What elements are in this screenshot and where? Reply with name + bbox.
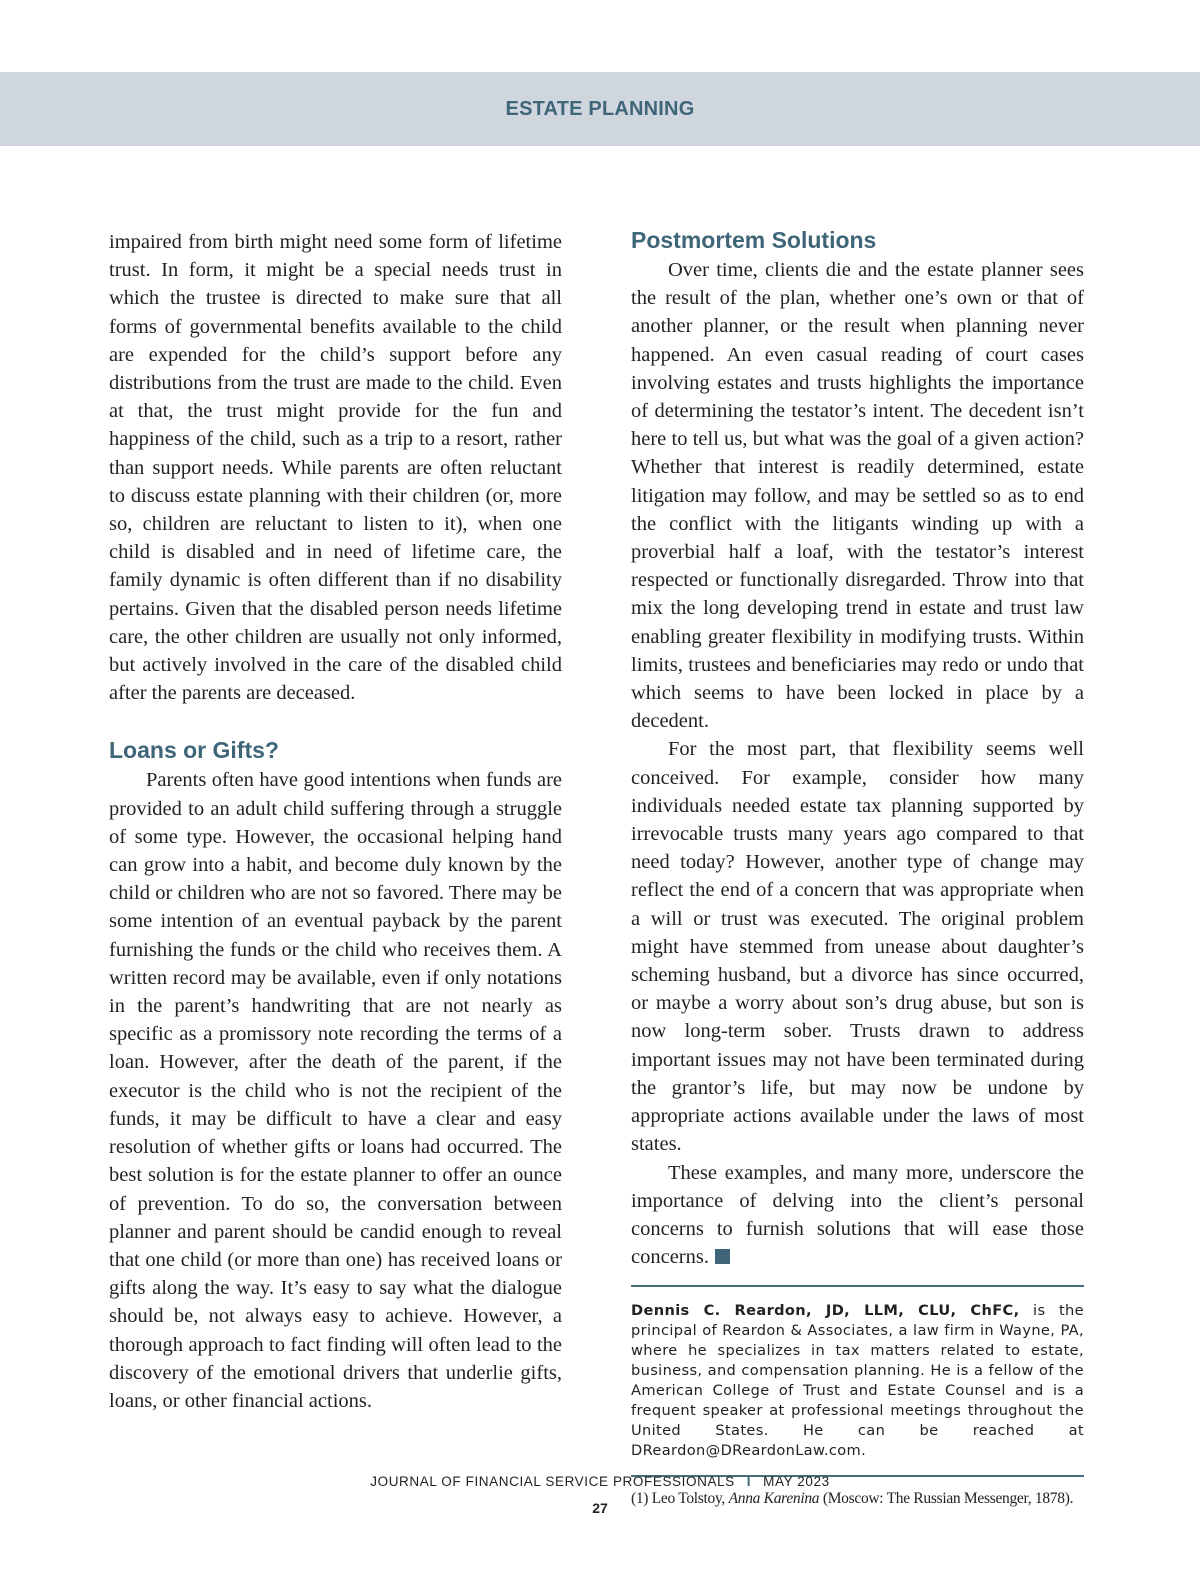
author-name: Dennis C. Reardon, JD, LLM, CLU, ChFC, bbox=[631, 1302, 1020, 1320]
journal-name: JOURNAL OF FINANCIAL SERVICE PROFESSIONALS bbox=[370, 1474, 735, 1489]
body-paragraph-postmortem-3 bbox=[631, 1159, 1084, 1272]
square-end-mark-icon bbox=[715, 1249, 730, 1264]
page-number: 27 bbox=[592, 1500, 608, 1516]
footnote-prefix: (1) Leo Tolstoy, bbox=[631, 1490, 729, 1508]
heading-postmortem-solutions: Postmortem Solutions bbox=[631, 227, 877, 253]
author-bio bbox=[631, 1301, 1084, 1461]
left-column bbox=[109, 228, 562, 1415]
section-header-band bbox=[0, 72, 1200, 146]
body-paragraph-loans: Parents often have good intentions when funds are provided to an adult child suffering through a struggle of some type. However, the occasional helping hand can grow into a habit, and become duly known by the child or children who are not so favored. There may be some intention of an eventual payback by the parent furnishing the funds or the child who receives them. A written record may be available, even if only notations in the parent’s handwriting that are not nearly as specific as a promissory note recording the terms of a loan. However, after the death of the parent, if the executor is the child who is not the recipient of the funds, it may be difficult to have a clear and easy resolution of whether gifts or loans had occurred. The best solution is for the estate planner to offer an ounce of prevention. To do so, the conversation between planner and parent should be candid enough to reveal that one child (or more than one) has received loans or gifts along the way. It’s easy to say what the dialogue should be, not always easy to achieve. However, a thorough approach to fact finding will often lead to the discovery of the emotional drivers that underlie gifts, loans, or other financial actions. bbox=[109, 769, 562, 1412]
body-paragraph-postmortem-2: For the most part, that flexibility seems well conceived. For example, consider how many individuals needed estate tax planning supported by irrevocable trusts many years ago compared to that need today? However, another type of change may reflect the end of a concern that was appropriate when a will or trust was executed. The original problem might have stemmed from unease about daughter’s scheming husband, but a divorce has since occurred, or maybe a worry about son’s drug abuse, but son is now long-term sober. Trusts drawn to address important issues may not have been terminated during the grantor’s life, but may now be undone by appropriate actions available under the laws of most states. bbox=[631, 738, 1084, 1156]
footnote-suffix: (Moscow: The Russian Messenger, 1878). bbox=[819, 1490, 1074, 1508]
right-column bbox=[631, 228, 1084, 1510]
issue-date: MAY 2023 bbox=[763, 1474, 830, 1489]
author-bio-text: is the principal of Reardon & Associates, a law firm in Wayne, PA, where he specializes in tax matters related to estate, business, and compensation planning. He is a fellow of the American College of Trust and Estate Counsel and is a frequent speaker at professional meetings throughout the United States. He can be reached at DReardon@DReardonLaw.com. bbox=[631, 1302, 1084, 1460]
divider-above-bio bbox=[631, 1285, 1084, 1287]
footnote-book-title: Anna Karenina bbox=[728, 1490, 820, 1508]
section-title: ESTATE PLANNING bbox=[505, 98, 695, 120]
heading-loans-or-gifts: Loans or Gifts? bbox=[109, 737, 279, 764]
page-footer bbox=[0, 1474, 1200, 1489]
closing-sentence: These examples, and many more, underscore the importance of delving into the client’s personal concerns to furnish solutions that will ease those concerns. bbox=[631, 1161, 1084, 1269]
footer-separator: I bbox=[746, 1474, 752, 1489]
body-paragraph-postmortem-1: Over time, clients die and the estate planner sees the result of the plan, whether one’s own or that of another planner, or the result when planning never happened. An even casual reading of court cases involving estates and trusts highlights the importance of determining the testator’s intent. The decedent isn’t here to tell us, but what was the goal of a given action? Whether that interest is readily determined, estate litigation may follow, and may be settled so as to end the conflict with the litigants winding up with a proverbial half a loaf, with the testator’s interest respected or functionally disregarded. Throw into that mix the long developing trend in estate and trust law enabling greater flexibility in modifying trusts. Within limits, trustees and beneficiaries may redo or undo that which seems to have been locked in place by a decedent. bbox=[631, 259, 1084, 733]
body-paragraph-intro: impaired from birth might need some form of lifetime trust. In form, it might be a special needs trust in which the trustee is directed to make sure that all forms of governmental benefits available to the child are expended for the child’s support before any distributions from the trust are made to the child. Even at that, the trust might provide for the fun and happiness of the child, such as a trip to a resort, rather than support needs. While parents are often reluctant to discuss estate planning with their children (or, more so, children are reluctant to listen to it), when one child is disabled and in need of lifetime care, the family dynamic is often different than if no disability pertains. Given that the disabled person needs lifetime care, the other children are usually not only informed, but actively involved in the care of the disabled child after the parents are deceased. bbox=[109, 231, 562, 705]
